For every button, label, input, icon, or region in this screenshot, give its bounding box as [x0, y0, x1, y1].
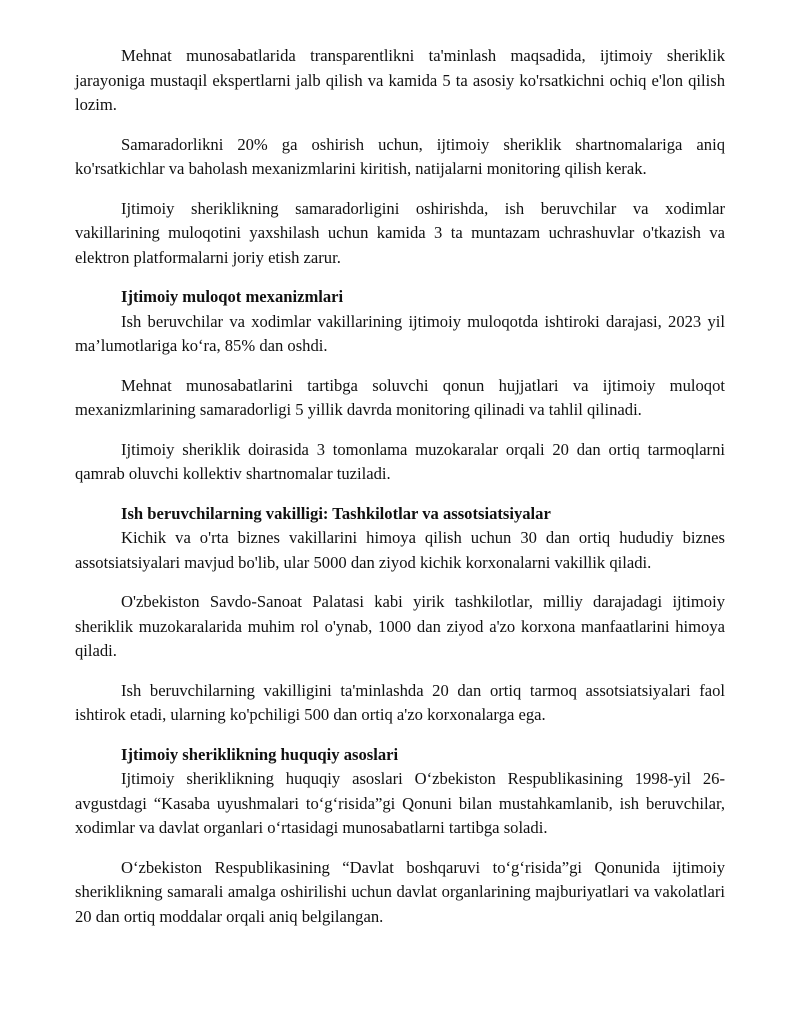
section-heading: Ish beruvchilarning vakilligi: Tashkilotlar va assotsiatsiyalar	[121, 503, 551, 523]
paragraph: Ijtimoiy sheriklikning huquqiy asoslari O‘zbekiston Respublikasining 1998-yil 26-avgustdagi “Kasaba uyushmalari to‘g‘risida”gi Qonuni bilan mustahkamlanib, ish beruvchilar, xodimlar va davlat organlari o‘rtasidagi munosabatlarni tartibga soladi.	[75, 769, 725, 837]
paragraph: Ish beruvchilarning vakilligini ta'minlashda 20 dan ortiq tarmoq assotsiatsiyalari faol ishtirok etadi, ularning ko'pchiligi 500 dan ortiq a'zo korxonalarga ega.	[75, 680, 725, 724]
section-heading: Ijtimoiy sheriklikning huquqiy asoslari	[121, 744, 399, 764]
paragraph: Kichik va o'rta biznes vakillarini himoya qilish uchun 30 dan ortiq hududiy biznes assotsiatsiyalari mavjud bo'lib, ular 5000 dan ziyod kichik korxonalarni vakillik qiladi.	[75, 528, 725, 572]
section-heading: Ijtimoiy muloqot mexanizmlari	[121, 287, 344, 306]
paragraph: Ijtimoiy sheriklikning samaradorligini oshirishda, ish beruvchilar va xodimlar vakillarining muloqotini yaxshilash uchun kamida 3 ta muntazam uchrashuvlar o'tkazish va elektron platformalarni joriy etish zarur.	[75, 198, 725, 267]
paragraph: Ijtimoiy sheriklik doirasida 3 tomonlama muzokaralar orqali 20 dan ortiq tarmoqlarni qamrab oluvchi kollektiv shartnomalar tuziladi.	[75, 439, 725, 483]
paragraph: Mehnat munosabatlarida transparentlikni ta'minlash maqsadida, ijtimoiy sheriklik jarayoniga mustaqil ekspertlarni jalb qilish va kamida 5 ta asosiy ko'rsatkichni ochiq e'lon qilish lozim.	[75, 46, 725, 114]
paragraph: O‘zbekiston Respublikasining “Davlat boshqaruvi to‘g‘risida”gi Qonunida ijtimoiy sheriklikning samarali amalga oshirilishi uchun davlat organlarining majburiyatlari va vakolatlari 20 dan ortiq moddalar orqali aniq belgilangan.	[75, 857, 725, 926]
paragraph: O'zbekiston Savdo-Sanoat Palatasi kabi yirik tashkilotlar, milliy darajadagi ijtimoiy sheriklik muzokaralarida muhim rol o'ynab, 1000 dan ziyod a'zo korxona manfaatlarini himoya qiladi.	[75, 592, 725, 660]
paragraph: Mehnat munosabatlarini tartibga soluvchi qonun hujjatlari va ijtimoiy muloqot mexanizmlarining samaradorligi 5 yillik davrda monitoring qilinadi va tahlil qilinadi.	[75, 375, 725, 419]
paragraph: Samaradorlikni 20% ga oshirish uchun, ijtimoiy sheriklik shartnomalariga aniq ko'rsatkichlar va baholash mexanizmlarini kiritish, natijalarni monitoring qilish kerak.	[75, 134, 725, 178]
paragraph: Ish beruvchilar va xodimlar vakillarining ijtimoiy muloqotda ishtiroki darajasi, 2023 yil ma’lumotlariga ko‘ra, 85% dan oshdi.	[75, 311, 725, 355]
